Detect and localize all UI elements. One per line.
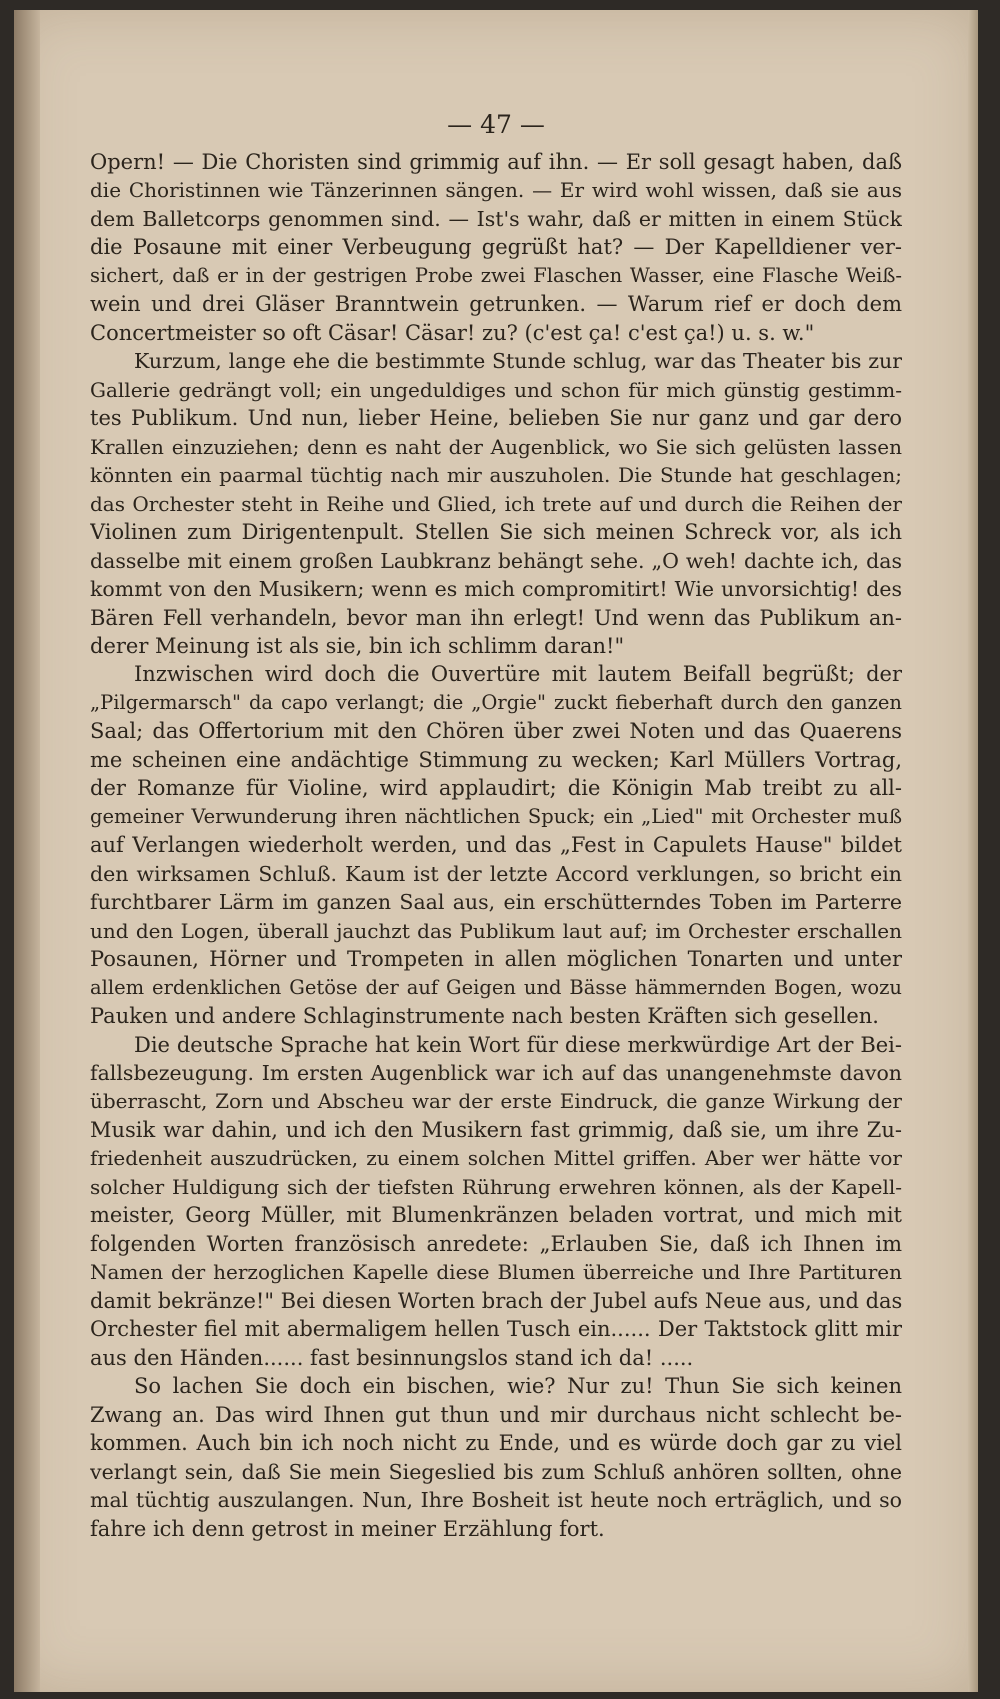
text-line: Concertmeister so oft Cäsar! Cäsar! zu? (c'est ça! c'est ça!) u. s. w." [90, 320, 815, 345]
text-line: Pauken und andere Schlaginstrumente nach besten Kräften sich gesellen. [90, 1004, 879, 1029]
text-line: wein und drei Gläser Branntwein getrunken. — Warum rief er doch dem [90, 292, 902, 317]
text-line: den wirksamen Schluß. Kaum ist der letzte Accord verklungen, so bricht ein [90, 861, 902, 886]
text-line: Orchester fiel mit abermaligem hellen Tusch ein...... Der Taktstock glitt mir [90, 1317, 902, 1342]
text-line: allem erdenklichen Getöse der auf Geigen und Bässe hämmernden Bogen, wozu [90, 975, 902, 999]
text-line: Zwang an. Das wird Ihnen gut thun und mir durchaus nicht schlecht be- [90, 1402, 902, 1427]
text-line: meister, Georg Müller, mit Blumenkränzen beladen vortrat, und mich mit [90, 1203, 902, 1228]
text-line: folgenden Worten französisch anredete: „Erlauben Sie, daß ich Ihnen im [90, 1231, 902, 1256]
page-number: — 47 — [447, 110, 545, 139]
text-line: könnten ein paarmal tüchtig nach mir auszuholen. Die Stunde hat geschlagen; [90, 463, 902, 488]
text-line: Musik war dahin, und ich den Musikern fast grimmig, daß sie, um ihre Zu- [90, 1117, 902, 1142]
body-text [90, 148, 902, 1543]
text-line: Namen der herzoglichen Kapelle diese Blumen überreiche und Ihre Partituren [90, 1260, 902, 1285]
paragraph [90, 1372, 902, 1543]
text-line: Kurzum, lange ehe die bestimmte Stunde schlug, war das Theater bis zur [134, 349, 902, 374]
text-line: das Orchester steht in Reihe und Glied, ich trete auf und durch die Reihen der [90, 491, 902, 516]
text-line: So lachen Sie doch ein bischen, wie? Nur zu! Thun Sie sich keinen [134, 1374, 902, 1399]
text-line: Opern! — Die Choristen sind grimmig auf ihn. — Er soll gesagt haben, daß [90, 150, 902, 174]
text-line: damit bekränze!" Bei diesen Worten brach der Jubel aufs Neue aus, und das [90, 1288, 902, 1313]
text-line: überrascht, Zorn und Abscheu war der erste Eindruck, die ganze Wirkung der [90, 1089, 902, 1114]
text-line: kommt von den Musikern; wenn es mich compromitirt! Wie unvorsichtig! des [90, 577, 902, 602]
text-line: gemeiner Verwunderung ihren nächtlichen Spuck; ein „Lied" mit Orchester muß [90, 804, 902, 828]
text-line: Saal; das Offertorium mit den Chören über zwei Noten und das Quaerens [90, 719, 902, 744]
text-line: Posaunen, Hörner und Trompeten in allen möglichen Tonarten und unter [90, 947, 902, 972]
text-line: fahre ich denn getrost in meiner Erzählung fort. [90, 1516, 605, 1541]
text-line: Violinen zum Dirigentenpult. Stellen Sie sich meinen Schreck vor, als ich [90, 520, 902, 545]
text-line: „Pilgermarsch" da capo verlangt; die „Orgie" zuckt fieberhaft durch den ganzen [90, 690, 902, 714]
text-line: solcher Huldigung sich der tiefsten Rührung erwehren können, als der Kapell- [90, 1174, 902, 1199]
text-line: aus den Händen...... fast besinnungslos stand ich da! ..... [90, 1345, 694, 1370]
text-line: me scheinen eine andächtige Stimmung zu wecken; Karl Müllers Vortrag, [90, 747, 902, 772]
paragraph [90, 660, 902, 1030]
text-line: der Romanze für Violine, wird applaudirt; die Königin Mab treibt zu all- [90, 776, 902, 801]
text-line: Bären Fell verhandeln, bevor man ihn erlegt! Und wenn das Publikum an- [90, 605, 902, 630]
paragraph [90, 347, 902, 660]
page-edge [968, 10, 978, 1692]
book-page [14, 10, 978, 1692]
text-line: auf Verlangen wiederholt werden, und das „Fest in Capulets Hause" bildet [90, 833, 902, 858]
text-line: fallsbezeugung. Im ersten Augenblick war ich auf das unangenehmste davon [90, 1061, 902, 1085]
text-line: sichert, daß er in der gestrigen Probe zwei Flaschen Wasser, eine Flasche Weiß- [90, 263, 902, 287]
text-line: Inzwischen wird doch die Ouvertüre mit lautem Beifall begrüßt; der [134, 662, 902, 687]
text-line: mal tüchtig auszulangen. Nun, Ihre Bosheit ist heute noch erträglich, und so [90, 1488, 902, 1513]
text-line: Krallen einzuziehen; denn es naht der Augenblick, wo Sie sich gelüsten lassen [90, 434, 902, 459]
text-line: furchtbarer Lärm im ganzen Saal aus, ein erschütterndes Toben im Parterre [90, 890, 902, 915]
text-line: dasselbe mit einem großen Laubkranz behängt sehe. „O weh! dachte ich, das [90, 548, 902, 573]
text-line: Gallerie gedrängt voll; ein ungeduldiges und schon für mich günstig gestimm- [90, 377, 902, 402]
paragraph [90, 148, 902, 347]
text-line: kommen. Auch bin ich noch nicht zu Ende, und es würde doch gar zu viel [90, 1431, 902, 1456]
text-line: tes Publikum. Und nun, lieber Heine, belieben Sie nur ganz und gar dero [90, 406, 902, 431]
text-line: Die deutsche Sprache hat kein Wort für diese merkwürdige Art der Bei- [134, 1032, 902, 1057]
text-line: friedenheit auszudrücken, zu einem solchen Mittel griffen. Aber wer hätte vor [90, 1146, 902, 1171]
text-line: dem Balletcorps genommen sind. — Ist's wahr, daß er mitten in einem Stück [90, 206, 902, 231]
text-line: verlangt sein, daß Sie mein Siegeslied bis zum Schluß anhören sollten, ohne [90, 1459, 902, 1484]
text-line: die Posaune mit einer Verbeugung gegrüßt hat? — Der Kapelldiener ver- [90, 235, 902, 260]
paragraph [90, 1031, 902, 1373]
text-line: und den Logen, überall jauchzt das Publikum laut auf; im Orchester erschallen [90, 918, 902, 943]
text-line: die Choristinnen wie Tänzerinnen sängen. — Er wird wohl wissen, daß sie aus [90, 178, 902, 203]
binding-gutter [14, 10, 40, 1692]
text-line: derer Meinung ist als sie, bin ich schlimm daran!" [90, 633, 625, 658]
